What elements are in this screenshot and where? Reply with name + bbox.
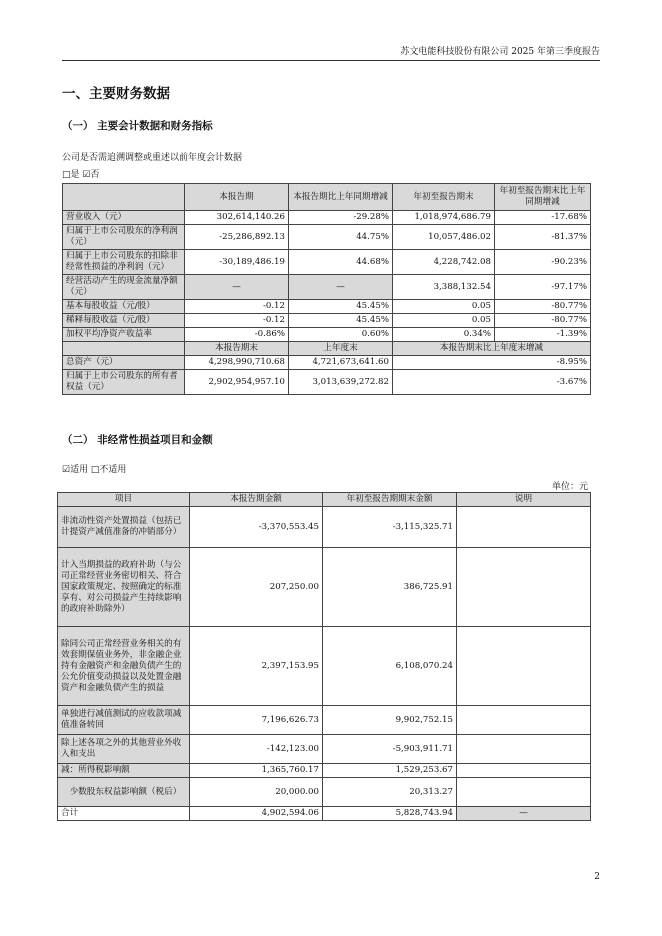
row-label: 减：所得税影响额 [58,764,190,778]
table-cell: 2,397,153.95 [190,627,323,706]
table-header-row [63,184,591,211]
table-row [63,356,591,370]
row-label: 归属于上市公司股东的扣除非经常性损益的净利润（元） [63,250,185,275]
table-cell: -0.12 [185,300,289,314]
table-cell: 386,725.91 [323,548,457,627]
table-cell: 1,018,974,686.79 [393,211,495,225]
table-row [58,764,591,778]
table-cell: 3,388,132.54 [393,275,495,300]
header-cell: 上年度末 [289,342,393,356]
table-row [58,627,591,706]
table-cell: -90.23% [495,250,591,275]
table-cell: 20,000.00 [190,778,323,807]
table-cell: 44.75% [289,225,393,250]
section-title: 一、主要财务数据 [62,86,170,102]
table-row [58,735,591,764]
table-cell: -81.37% [495,225,591,250]
header-cell: 本报告期金额 [190,493,323,507]
table-cell: 207,250.00 [190,548,323,627]
table-cell: 4,228,742.08 [393,250,495,275]
table-row [63,328,591,342]
table-cell: 9,902,752.15 [323,706,457,735]
row-label: 少数股东权益影响额（税后） [58,778,190,807]
table-cell [457,507,591,548]
unit-label: 单位：元 [551,482,588,492]
table-cell [457,764,591,778]
table-cell: -1.39% [495,328,591,342]
table-row [63,314,591,328]
row-label: 非流动性资产处置损益（包括已计提资产减值准备的冲销部分） [58,507,190,548]
restatement-choice: □是 ☑否 [62,170,100,180]
key-financial-table [62,183,591,395]
header-cell: 本报告期末 [185,342,289,356]
restatement-note: 公司是否需追溯调整或重述以前年度会计数据 [62,153,243,163]
table-cell: -3,370,553.45 [190,507,323,548]
table-cell: -3.67% [393,370,591,395]
table-cell: 1,365,760.17 [190,764,323,778]
table-row [63,370,591,395]
table-row [63,211,591,225]
header-cell: 年初至报告期末 [393,184,495,211]
table-cell [457,735,591,764]
table-cell: — [457,807,591,821]
table-cell: — [185,275,289,300]
table-row [63,250,591,275]
row-label: 除上述各项之外的其他营业外收入和支出 [58,735,190,764]
table-cell: 3,013,639,272.82 [289,370,393,395]
table-cell: 0.05 [393,300,495,314]
table-cell: 1,529,253.67 [323,764,457,778]
table-header-row-2 [63,342,591,356]
row-label: 计入当期损益的政府补助（与公司正常经营业务密切相关、符合国家政策规定、按照确定的标准享有、对公司损益产生持续影响的政府补助除外） [58,548,190,627]
applicability-choice: ☑适用 □不适用 [62,465,127,475]
table-cell: 2,902,954,957.10 [185,370,289,395]
table-cell: -142,123.00 [190,735,323,764]
table-row [58,507,591,548]
table-cell: 45.45% [289,300,393,314]
row-label: 单独进行减值测试的应收款项减值准备转回 [58,706,190,735]
table-cell [457,706,591,735]
table-cell: -17.68% [495,211,591,225]
table-cell: 302,614,140.26 [185,211,289,225]
table-cell: -30,189,486.19 [185,250,289,275]
header-cell: 年初至报告期末比上年同期增减 [495,184,591,211]
row-label: 除同公司正常经营业务相关的有效套期保值业务外，非金融企业持有金融资产和金融负债产生的公允价值变动损益以及处置金融资产和金融负债产生的损益 [58,627,190,706]
table-cell: 45.45% [289,314,393,328]
table-row [58,778,591,807]
table-cell [457,548,591,627]
table-cell: -97.17% [495,275,591,300]
document-header-title: 苏文电能科技股份有限公司 2025 年第三季度报告 [400,47,600,57]
table-row [63,300,591,314]
row-label: 基本每股收益（元/股） [63,300,185,314]
row-label: 加权平均净资产收益率 [63,328,185,342]
table-cell: 5,828,743.94 [323,807,457,821]
table-cell: 20,313.27 [323,778,457,807]
table-cell [457,778,591,807]
table-header-row [58,493,591,507]
subsection-1-title: （一） 主要会计数据和财务指标 [62,120,213,132]
table-cell: 0.60% [289,328,393,342]
non-recurring-table [57,492,591,821]
header-cell: 本报告期末比上年度末增减 [393,342,591,356]
table-cell: -0.12 [185,314,289,328]
table-cell: -3,115,325.71 [323,507,457,548]
page-number: 2 [594,872,600,882]
row-label: 营业收入（元） [63,211,185,225]
table-cell: -5,903,911.71 [323,735,457,764]
table-cell: 4,298,990,710.68 [185,356,289,370]
header-cell: 年初至报告期期末金额 [323,493,457,507]
table-cell: 6,108,070.24 [323,627,457,706]
header-divider [62,60,600,61]
table-cell: -8.95% [393,356,591,370]
table-cell: 0.34% [393,328,495,342]
header-cell: 本报告期比上年同期增减 [289,184,393,211]
row-label: 归属于上市公司股东的净利润（元） [63,225,185,250]
table-cell: — [289,275,393,300]
table-cell: -80.77% [495,300,591,314]
table-cell: 0.05 [393,314,495,328]
table-cell: 44.68% [289,250,393,275]
row-label: 经营活动产生的现金流量净额（元） [63,275,185,300]
row-label: 合计 [58,807,190,821]
header-cell [63,184,185,211]
subsection-2-title: （二） 非经常性损益项目和金额 [62,434,213,446]
table-cell: -29.28% [289,211,393,225]
table-row-total [58,807,591,821]
header-cell: 项目 [58,493,190,507]
table-row [63,225,591,250]
row-label: 稀释每股收益（元/股） [63,314,185,328]
table-cell: -80.77% [495,314,591,328]
header-cell [63,342,185,356]
table-row [63,275,591,300]
table-cell: 7,196,626.73 [190,706,323,735]
header-cell: 本报告期 [185,184,289,211]
table-row [58,548,591,627]
table-cell [457,627,591,706]
row-label: 总资产（元） [63,356,185,370]
table-cell: -0.86% [185,328,289,342]
table-row [58,706,591,735]
row-label: 归属于上市公司股东的所有者权益（元） [63,370,185,395]
table-cell: 10,057,486.02 [393,225,495,250]
table-cell: 4,902,594.06 [190,807,323,821]
table-cell: -25,286,892.13 [185,225,289,250]
table-cell: 4,721,673,641.60 [289,356,393,370]
header-cell: 说明 [457,493,591,507]
